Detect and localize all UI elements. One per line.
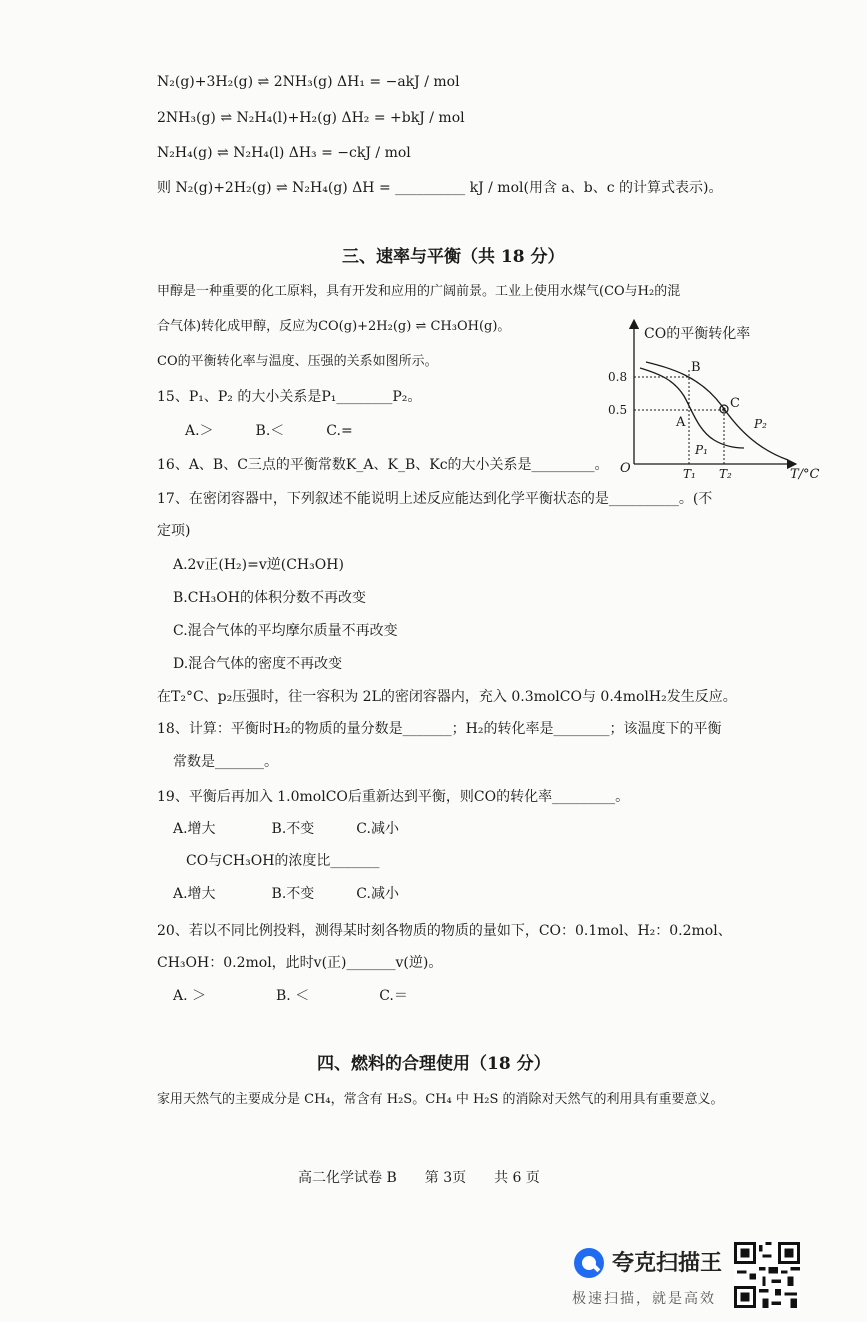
section3-intro-1: 甲醇是一种重要的化工原料，具有开发和应用的广阔前景。工业上使用水煤气(CO与H₂的混 — [157, 284, 681, 299]
equation-3: N₂H₄(g) ⇌ N₂H₄(l) ΔH₃ = −ckJ / mol — [157, 145, 411, 161]
equation-2: 2NH₃(g) ⇌ N₂H₄(l)+H₂(g) ΔH₂ = +bkJ / mol — [157, 110, 465, 126]
question-18: 18、计算：平衡时H₂的物质的量分数是_______；H₂的转化率是________；该温度下的平衡 — [157, 721, 722, 737]
section4-intro: 家用天然气的主要成分是 CH₄，常含有 H₂S。CH₄ 中 H₂S 的消除对天然气的利用具有重要意义。 — [157, 1092, 724, 1107]
question-17: 17、在密闭容器中，下列叙述不能说明上述反应能达到化学平衡状态的是__________。(不 — [157, 491, 713, 507]
co-conversion-chart — [600, 318, 822, 486]
y-tick-label-0.5: 0.5 — [608, 403, 628, 417]
question-17-option-a: A.2v正(H₂)=v逆(CH₃OH) — [173, 557, 344, 573]
question-20-options: A. ＞ B. ＜ C.＝ — [173, 988, 408, 1004]
legend-p2: P₂ — [754, 417, 767, 431]
question-17-option-d: D.混合气体的密度不再改变 — [173, 656, 343, 672]
question-15-options: A.＞ B.＜ C.= — [185, 423, 353, 439]
point-a-label: A — [676, 415, 686, 430]
qr-code-icon — [734, 1242, 800, 1308]
y-tick-label-0.8: 0.8 — [608, 370, 628, 384]
question-18-cont: 常数是_______。 — [173, 754, 278, 770]
section3-intro-2: 合气体)转化成甲醇，反应为CO(g)+2H₂(g) ⇌ CH₃OH(g)。 — [157, 319, 511, 334]
watermark-slogan: 极速扫描，就是高效 — [572, 1291, 716, 1307]
x-tick-t2: T₂ — [719, 467, 732, 481]
point-c-label: C — [730, 396, 740, 411]
point-c-dot — [723, 408, 726, 411]
question-17-option-c: C.混合气体的平均摩尔质量不再改变 — [173, 623, 398, 639]
legend-p1: P₁ — [695, 443, 708, 457]
point-b-label: B — [691, 360, 701, 375]
question-19: 19、平衡后再加入 1.0molCO后重新达到平衡，则CO的转化率_________。 — [157, 789, 630, 805]
reaction-condition: 在T₂°C、p₂压强时，往一容积为 2L的密闭容器内，充入 0.3molCO与 0.4molH₂发生反应。 — [157, 689, 737, 705]
watermark-name: 夸克扫描王 — [612, 1251, 723, 1276]
page-footer: 高二化学试卷 B 第 3页 共 6 页 — [298, 1170, 540, 1186]
question-15: 15、P₁、P₂ 的大小关系是P₁________P₂。 — [157, 389, 422, 405]
question-19-sub: CO与CH₃OH的浓度比_______ — [186, 853, 380, 869]
chart-title: CO的平衡转化率 — [644, 326, 751, 342]
quark-logo-icon — [572, 1246, 606, 1280]
equation-target: 则 N₂(g)+2H₂(g) ⇌ N₂H₄(g) ΔH = __________ kJ / mol(用含 a、b、c 的计算式表示)。 — [157, 180, 723, 196]
equation-1: N₂(g)+3H₂(g) ⇌ 2NH₃(g) ΔH₁ = −akJ / mol — [157, 74, 460, 90]
section3-intro-3: CO的平衡转化率与温度、压强的关系如图所示。 — [157, 354, 438, 369]
question-20: 20、若以不同比例投料，测得某时刻各物质的物质的量如下，CO：0.1mol、H₂：0.2mol、 — [157, 923, 732, 939]
question-17-option-b: B.CH₃OH的体积分数不再改变 — [173, 590, 366, 606]
question-20-cont: CH₃OH：0.2mol，此时v(正)_______v(逆)。 — [157, 955, 443, 971]
question-17-cont: 定项) — [157, 523, 191, 539]
question-19-options-2: A.增大 B.不变 C.减小 — [173, 886, 399, 902]
x-axis-label: T/°C — [790, 467, 820, 482]
question-16: 16、A、B、C三点的平衡常数K_A、K_B、Kc的大小关系是_________。 — [157, 457, 609, 473]
section3-title: 三、速率与平衡（共 18 分） — [342, 247, 565, 267]
origin-label: O — [620, 461, 631, 476]
question-19-options-1: A.增大 B.不变 C.减小 — [173, 821, 399, 837]
section4-title: 四、燃料的合理使用（18 分） — [317, 1054, 551, 1074]
x-tick-t1: T₁ — [683, 467, 696, 481]
